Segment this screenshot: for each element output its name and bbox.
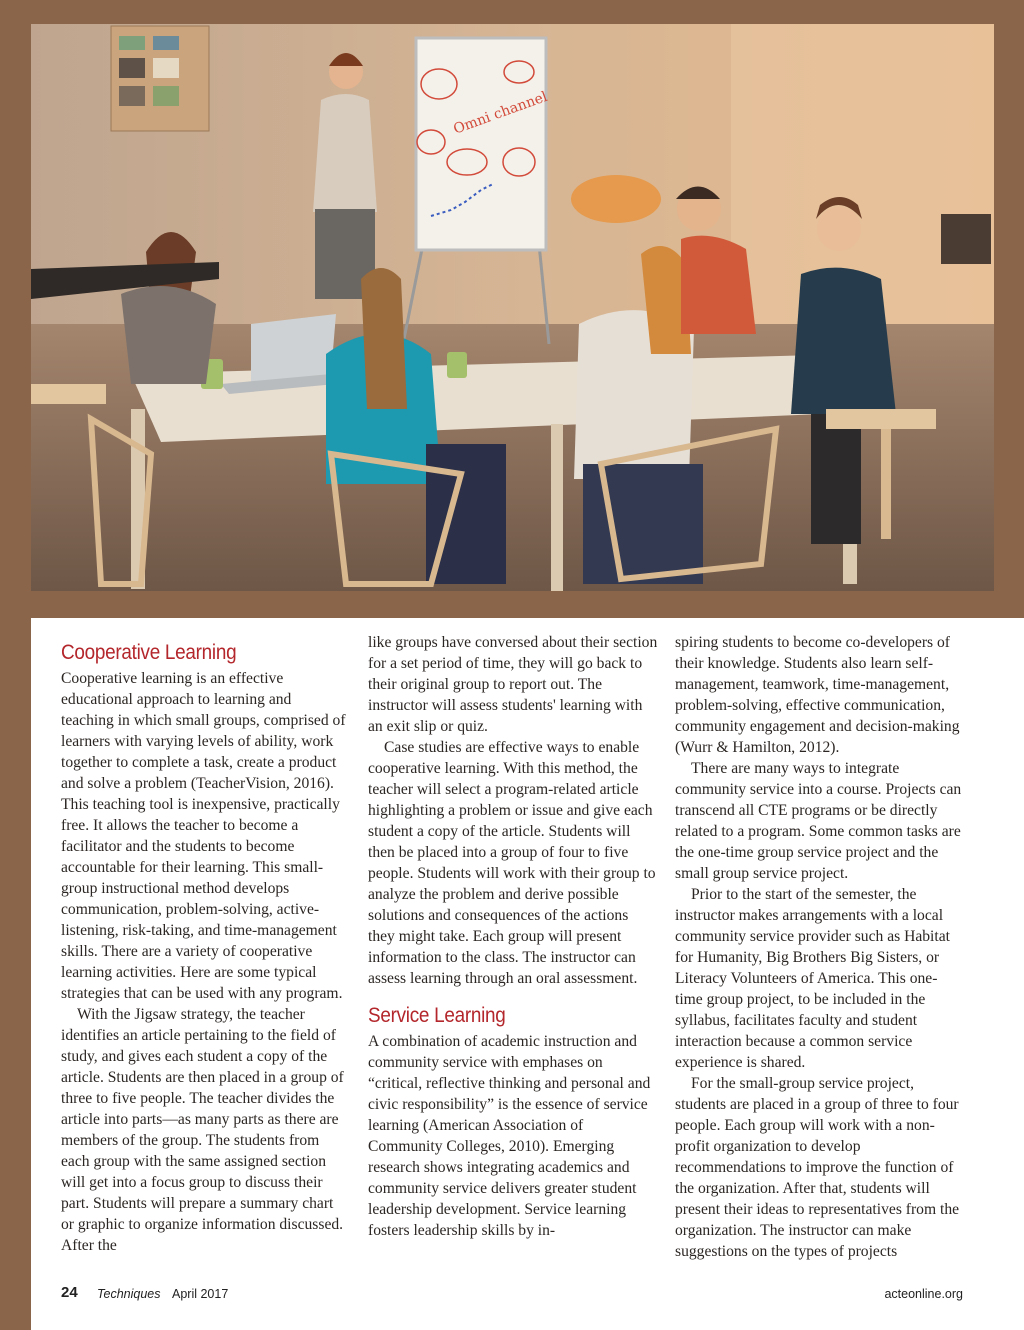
paragraph: With the Jigsaw strategy, the teacher identifies an article pertaining to the field of study, and gives each student a copy of the article. Students are then placed in a group of three to five people. The teacher divides the article into parts—as many parts as there are members of the group. The students from each group with the same assigned section will get into a focus group to discuss their part. Students will prepare a summary chart or graphic to organize information discussed. After the <box>61 1006 344 1254</box>
paragraph: A combination of academic instruction and community service with emphases on “critical, reflective thinking and personal and civic responsibility” is the essence of service learning (American Association of Community Colleges, 2010). Emerging research shows integrating academics and community service delivers greater student leadership development. Service learning fosters leadership skills by in- <box>368 1033 651 1239</box>
column-3 <box>675 632 965 1262</box>
paragraph: spiring students to become co-developers of their knowledge. Students also learn self-management, teamwork, time-management, problem-solving, effective communication, community engagement and decision-making (Wurr & Hamilton, 2012). <box>675 634 960 756</box>
website-link[interactable]: acteonline.org <box>884 1287 963 1301</box>
classroom-photo <box>31 24 994 591</box>
page-number: 24 <box>61 1284 78 1301</box>
column-1 <box>61 632 348 1256</box>
paragraph: Prior to the start of the semester, the instructor makes arrangements with a local community service provider such as Habitat for Humanity, Big Brothers Big Sisters, or Literacy Volunteers of America. This one-time group project, to be included in the syllabus, facilitates faculty and student interaction because a common service experience is shared. <box>675 886 950 1071</box>
paragraph: like groups have conversed about their section for a set period of time, they will go back to their original group to report out. The instructor will assess students' learning with an exit slip or quiz. <box>368 634 658 735</box>
paragraph: Cooperative learning is an effective educational approach to learning and teaching in which small groups, comprised of learners with varying levels of ability, work together to complete a task, create a product and solve a problem (TeacherVision, 2016). This teaching tool is inexpensive, practically free. It allows the teacher to become a facilitator and the students to become accountable for their learning. This small-group instructional method develops communication, problem-solving, active-listening, risk-taking, and time-management skills. There are a variety of cooperative learning activities. Here are some typical strategies that can be used with any program. <box>61 670 346 1002</box>
whiteboard-text: Omni channel <box>451 88 550 138</box>
issue-date: April 2017 <box>172 1287 229 1301</box>
page-footer <box>31 1282 1024 1306</box>
section-heading-service-learning: Service Learning <box>368 1004 506 1027</box>
photo-frame <box>0 0 1024 618</box>
section-heading-cooperative-learning: Cooperative Learning <box>61 641 237 664</box>
column-2 <box>368 632 658 1241</box>
paragraph: For the small-group service project, students are placed in a group of three to four people. Each group will work with a non-profit organization to develop recommendations to improve the function of the organization. After that, students will present their ideas to representatives from the organization. The instructor can make suggestions on the types of projects <box>675 1075 960 1260</box>
article-page <box>31 618 1024 1330</box>
paragraph: Case studies are effective ways to enable cooperative learning. With this method, the teacher will select a program-related article highlighting a problem or issue and give each student a copy of the article. Students will then be placed into a group of four to five people. Students will work with their group to analyze the problem and derive possible solutions and consequences of the actions they might take. Each group will present information to the class. The instructor can assess learning through an oral assessment. <box>368 739 656 987</box>
magazine-title: Techniques <box>97 1287 161 1301</box>
paragraph: There are many ways to integrate community service into a course. Projects can transcend all CTE programs or be directly related to a program. Some common tasks are the one-time group service project and the small group service project. <box>675 760 962 882</box>
